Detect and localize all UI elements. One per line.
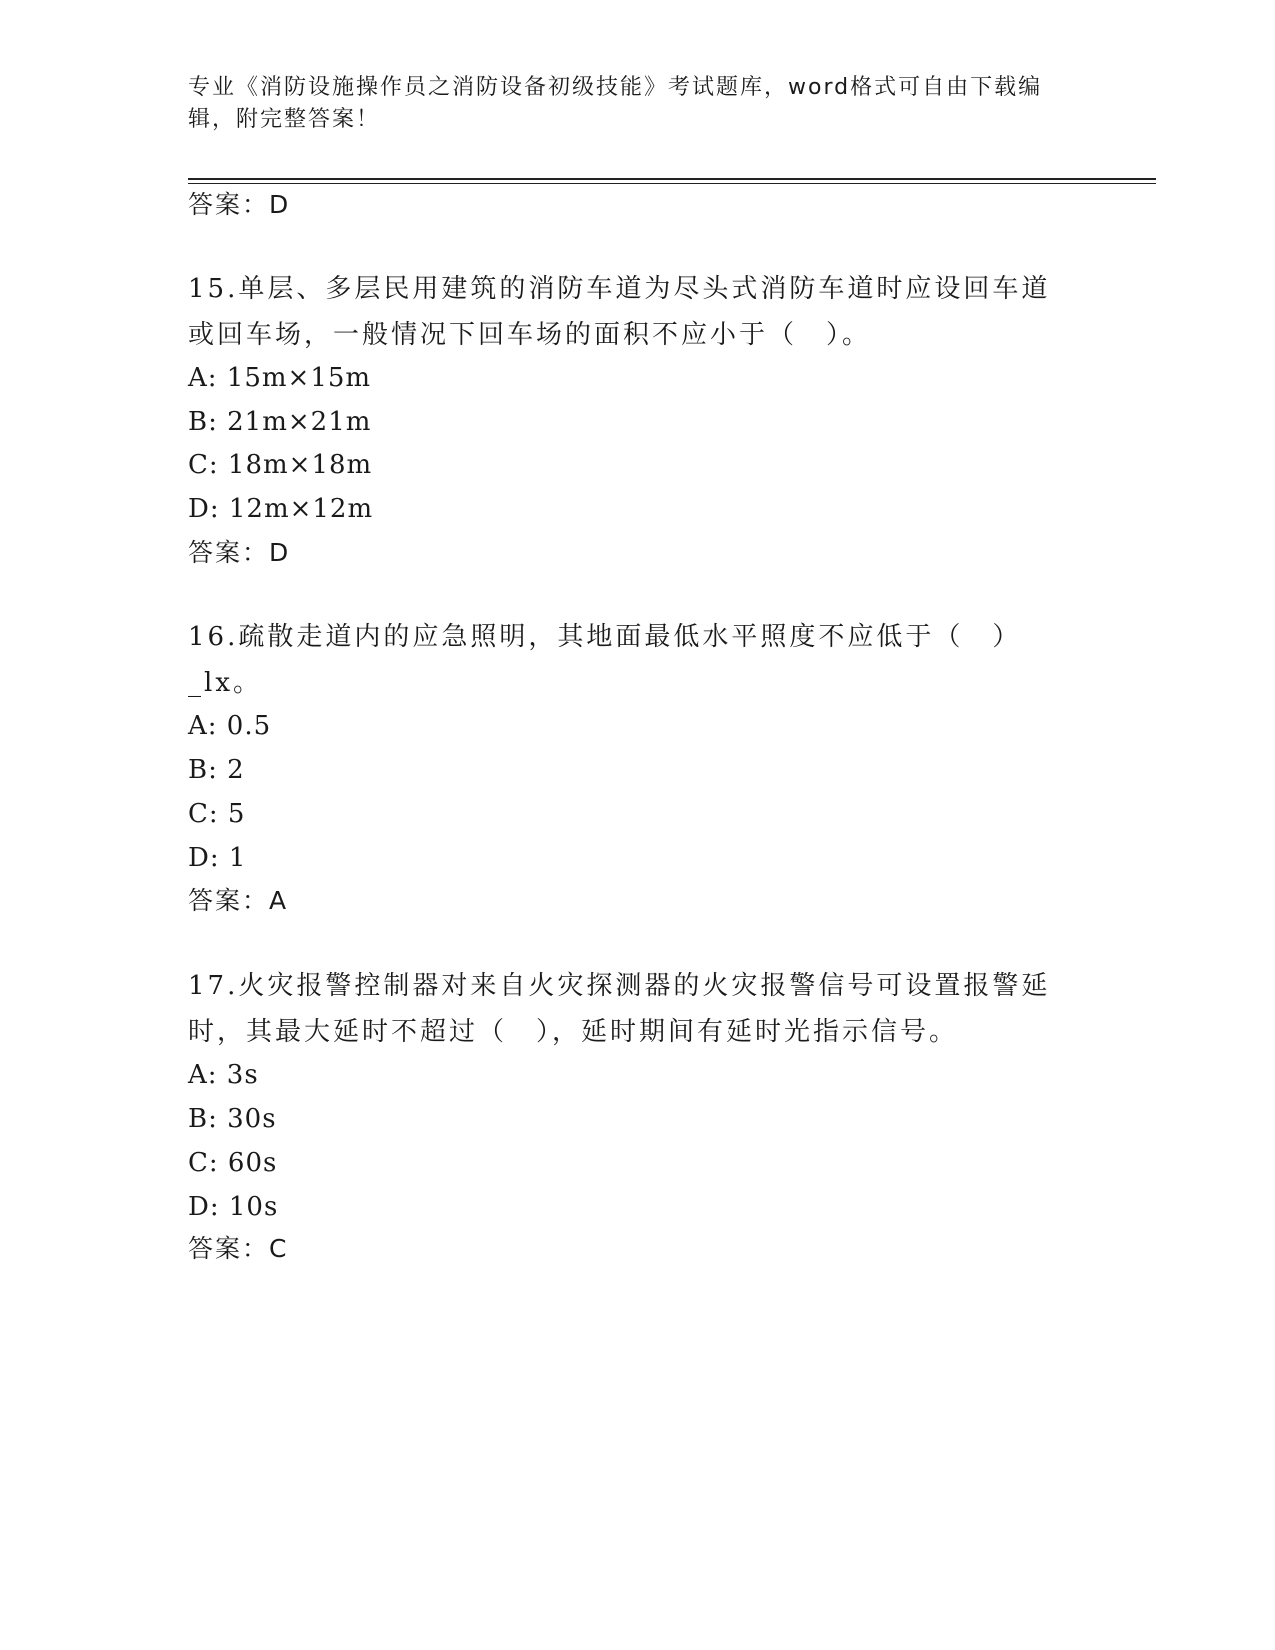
- question-15-text: 15.单层、多层民用建筑的消防车道为尽头式消防车道时应设回车道或回车场，一般情况下回车场的面积不应小于（ ）。: [188, 274, 1051, 350]
- question-16-option-b: B: 2: [188, 755, 245, 785]
- question-16-option-c: C: 5: [188, 799, 246, 829]
- question-16-answer: 答案：A: [188, 886, 289, 915]
- document-header: 专业《消防设施操作员之消防设备初级技能》考试题库，word格式可自由下载编辑，附完整答案！: [188, 75, 1043, 132]
- answer-previous: 答案：D: [188, 190, 291, 219]
- question-17-option-a: A: 3s: [188, 1060, 259, 1090]
- question-15-option-d: D: 12m×12m: [188, 494, 374, 524]
- question-17-text: 17.火灾报警控制器对来自火灾探测器的火灾报警信号可设置报警延时，其最大延时不超过（ ），延时期间有延时光指示信号。: [188, 971, 1051, 1047]
- question-17-answer: 答案：C: [188, 1234, 289, 1263]
- question-15-answer: 答案：D: [188, 538, 291, 567]
- question-16-option-a: A: 0.5: [188, 711, 272, 741]
- question-16-option-d: D: 1: [188, 843, 247, 873]
- header-divider: [188, 178, 1156, 180]
- question-17-option-c: C: 60s: [188, 1148, 278, 1178]
- question-15-option-a: A: 15m×15m: [188, 363, 372, 393]
- question-16-text: 16.疏散走道内的应急照明，其地面最低水平照度不应低于（ ）_lx。: [188, 622, 1022, 698]
- question-15-option-c: C: 18m×18m: [188, 450, 373, 480]
- question-15-option-b: B: 21m×21m: [188, 407, 372, 437]
- question-17-option-b: B: 30s: [188, 1104, 277, 1134]
- header-divider-thin: [188, 183, 1156, 184]
- question-17-option-d: D: 10s: [188, 1192, 279, 1222]
